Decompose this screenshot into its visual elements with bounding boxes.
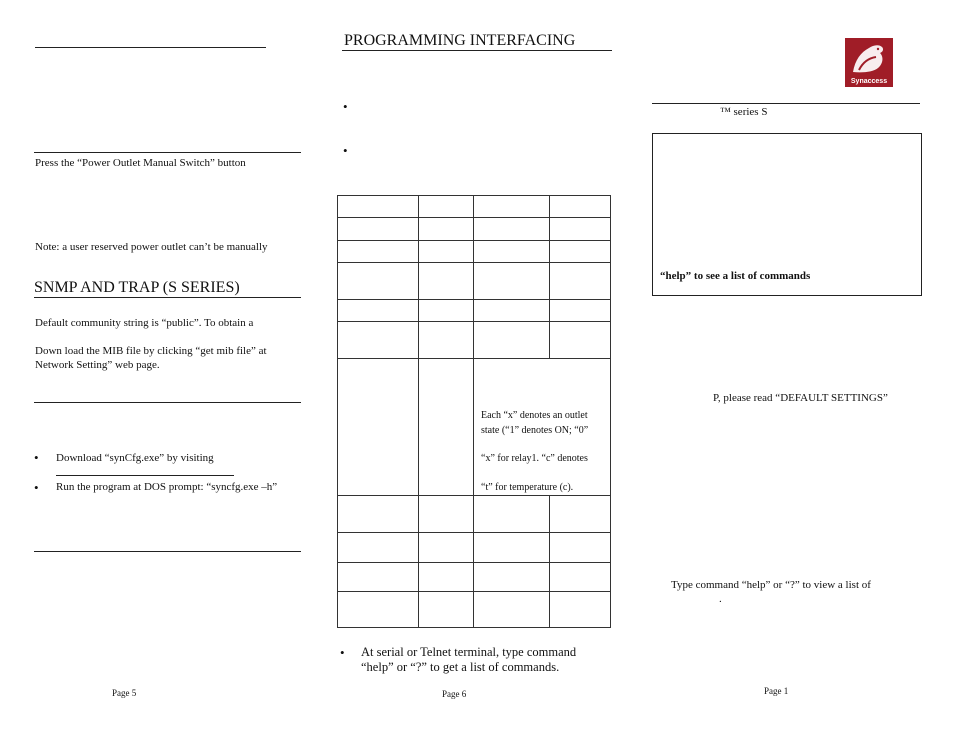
table-row-border	[337, 195, 611, 196]
table-row-border	[337, 321, 611, 322]
header-rule	[652, 103, 920, 104]
synaccess-logo	[845, 38, 893, 87]
section-rule	[34, 152, 301, 153]
manual-switch-text: Press the “Power Outlet Manual Switch” button	[35, 157, 246, 169]
table-row-border	[337, 358, 611, 359]
default-settings-text: P, please read “DEFAULT SETTINGS”	[713, 392, 888, 404]
link-underline	[56, 475, 234, 476]
table-row-border	[337, 532, 611, 533]
run-program-text: Run the program at DOS prompt: “syncfg.exe –h”	[56, 481, 278, 493]
bullet-marker: •	[34, 450, 39, 465]
table-note-line: “x” for relay1. “c” denotes	[481, 453, 588, 464]
snmp-heading: SNMP AND TRAP (S SERIES)	[34, 279, 240, 296]
help-instruction-line-1: At serial or Telnet terminal, type command	[361, 645, 577, 659]
table-row-border	[337, 299, 611, 300]
table-col-border	[337, 195, 338, 628]
info-box	[652, 133, 922, 296]
bullet-marker: •	[340, 645, 345, 660]
table-note-line: “t” for temperature (c).	[481, 482, 574, 493]
table-row-border	[337, 495, 611, 496]
snmp-rule	[34, 297, 301, 298]
type-command-text: Type command “help” or “?” to view a list of	[671, 579, 871, 591]
page-number: Page 1	[764, 686, 789, 696]
mib-line-2: Network Setting” web page.	[35, 359, 160, 371]
table-col-border	[418, 195, 419, 628]
bird-icon	[845, 38, 893, 76]
table-col-border	[549, 195, 550, 358]
title-rule	[342, 50, 612, 51]
table-note-line: state (“1” denotes ON; “0”	[481, 425, 589, 436]
table-col-border	[473, 195, 474, 628]
community-text: Default community string is “public”. To obtain a	[35, 317, 254, 329]
table-row-border	[337, 591, 611, 592]
section-rule-3	[34, 551, 301, 552]
series-text: ™ series S	[720, 106, 768, 118]
top-rule	[35, 47, 266, 48]
table-row-border	[337, 217, 611, 218]
help-command-text: “help” to see a list of commands	[660, 270, 811, 282]
table-col-border	[549, 495, 550, 628]
bullet-marker: •	[34, 480, 39, 495]
mib-line-1: Down load the MIB file by clicking “get mib file” at	[35, 345, 267, 357]
table-row-border	[337, 627, 611, 628]
note-text: Note: a user reserved power outlet can’t be manually	[35, 241, 268, 253]
help-instruction-line-2: “help” or “?” to get a list of commands.	[361, 660, 560, 674]
period-mark: .	[719, 593, 722, 605]
table-note-line: Each “x” denotes an outlet	[481, 410, 588, 421]
download-text: Download “synCfg.exe” by visiting	[56, 452, 214, 464]
page-number: Page 5	[112, 688, 137, 698]
bullet-marker: •	[343, 99, 348, 114]
section-rule-2	[34, 402, 301, 403]
table-row-border	[337, 262, 611, 263]
page-number: Page 6	[442, 689, 467, 699]
table-col-border	[610, 195, 611, 628]
logo-text: Synaccess	[850, 78, 888, 85]
bullet-marker: •	[343, 143, 348, 158]
table-row-border	[337, 562, 611, 563]
command-table	[337, 195, 611, 628]
page-title: PROGRAMMING INTERFACING	[344, 32, 576, 49]
table-row-border	[337, 240, 611, 241]
